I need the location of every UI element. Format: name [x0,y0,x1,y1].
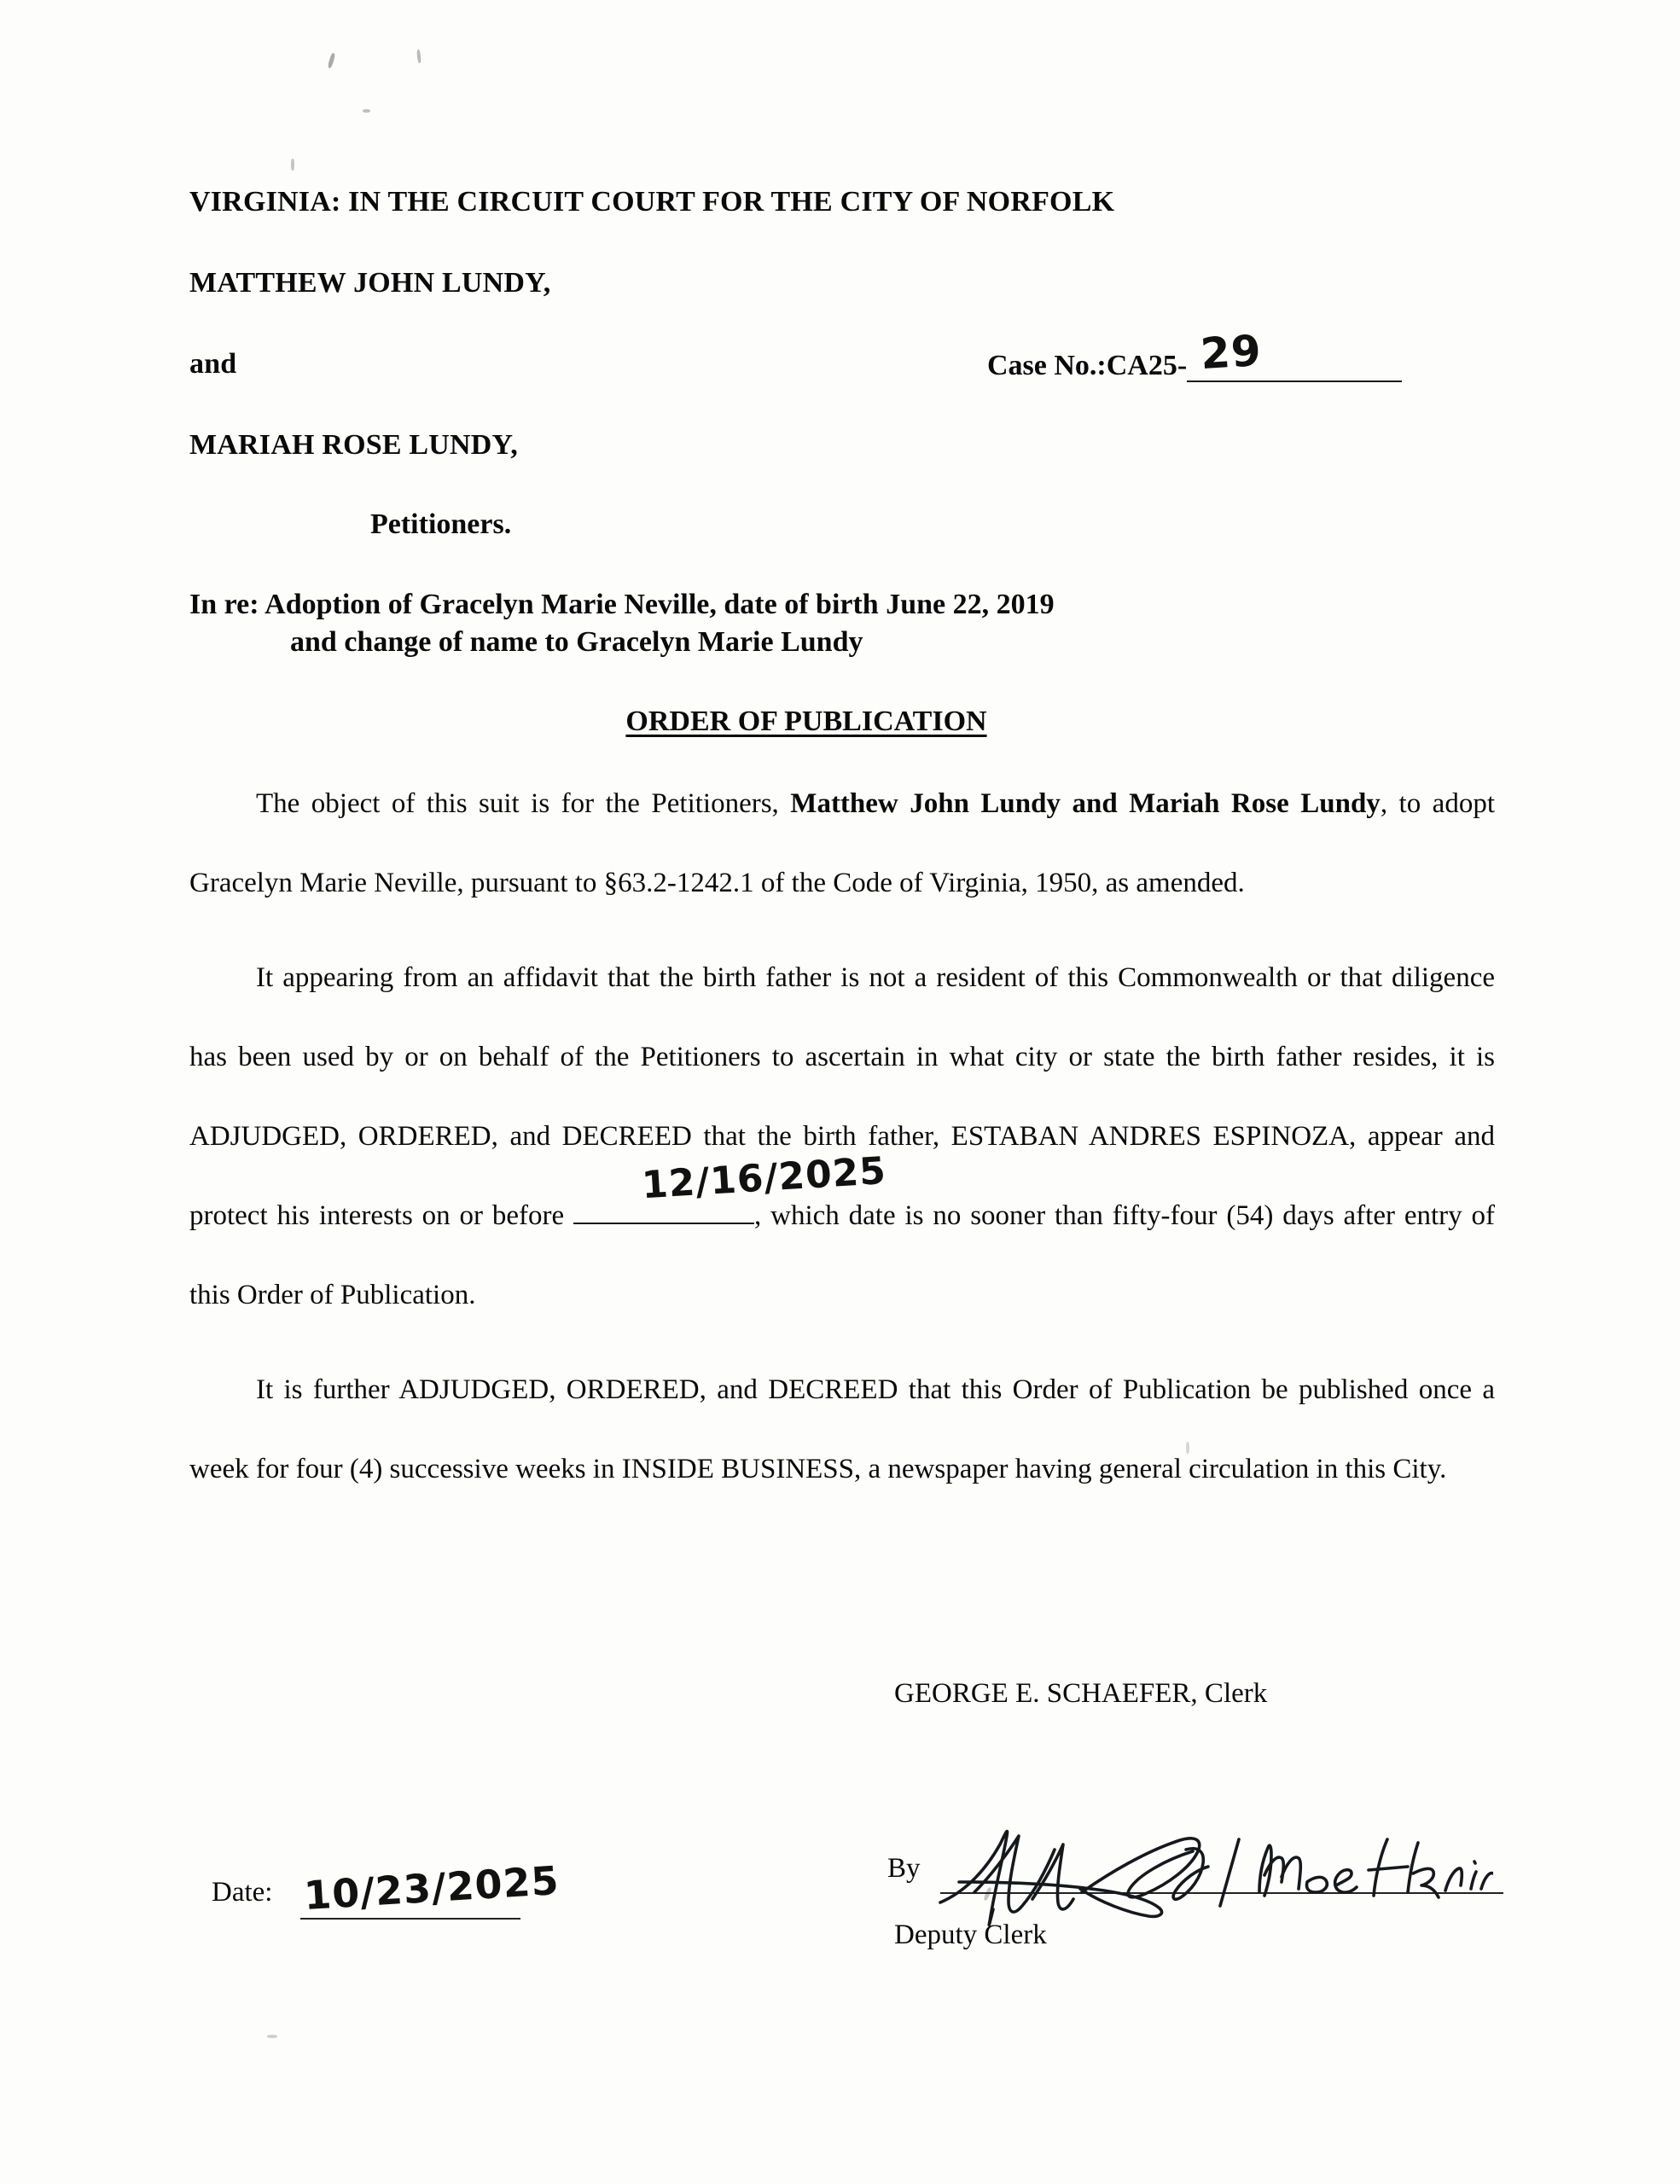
p2-text-part-2: , which date is no sooner than fifty-four (54) days after entry of this Order of Publication. [189,1200,1495,1310]
date-rule [300,1918,520,1920]
petitioner-name-2: MARIAH ROSE LUNDY, [189,429,518,461]
in-re-line-2: and change of name to Gracelyn Marie Lundy [290,626,863,658]
case-caption-row [189,325,1495,381]
p1-text-part-2: , to adopt Gracelyn Marie Neville, pursuant to §63.2-1242.1 of the Code of Virginia, 1950, as amended. [189,788,1496,898]
page-title: ORDER OF PUBLICATION [625,706,987,737]
deputy-clerk-title: Deputy Clerk [894,1920,1047,1950]
petitioner-name-1: MATTHEW JOHN LUNDY, [189,267,551,299]
p1-text-part-1: The object of this suit is for the Petitioners, [256,788,791,819]
appearance-date-blank[interactable] [573,1148,888,1224]
paragraph-publication-order: It is further ADJUDGED, ORDERED, and DECREED that this Order of Publication be published once a week for four (4) successive weeks in INSIDE BUSINESS, a newspaper having general circulation in this City. [189,1374,1495,1484]
p2-text-part-1: It appearing from an affidavit that the birth father is not a resident of this Commonwealth or that diligence has been used by or on behalf of the Petitioners to ascertain in what city or state the birth father resides, it is ADJUDGED, ORDERED, and DECREED that the birth father, ESTABAN ANDRES ESPINOZA, appear and protect his interests on or before [189,962,1495,1231]
p1-petitioner-names: Matthew John Lundy and Mariah Rose Lundy [790,788,1381,819]
case-number-handwritten-value: 29 [1199,325,1264,380]
by-label: By [887,1853,921,1884]
in-re-line-1: In re: Adoption of Gracelyn Marie Neville, date of birth June 22, 2019 [189,589,1055,620]
date-handwritten-value: 10/23/2025 [302,1856,561,1920]
appearance-date-handwritten-value: 12/16/2025 [640,1148,888,1208]
scan-speck [267,2035,277,2038]
clerk-name: GEORGE E. SCHAEFER, Clerk [894,1678,1268,1709]
conjunction-and: and [189,348,237,380]
paragraph-affidavit-findings [189,938,1495,1335]
case-number-label: Case No.:CA25- [987,350,1188,381]
jurisdiction-heading: VIRGINIA: IN THE CIRCUIT COURT FOR THE CITY OF NORFOLK [189,186,1115,218]
date-label: Date: [212,1877,273,1908]
party-designation: Petitioners. [370,508,512,540]
case-number-field[interactable] [987,325,1402,382]
case-number-blank[interactable] [1187,325,1402,382]
document-body [189,0,1495,1509]
paragraph-object-of-suit [189,764,1495,923]
